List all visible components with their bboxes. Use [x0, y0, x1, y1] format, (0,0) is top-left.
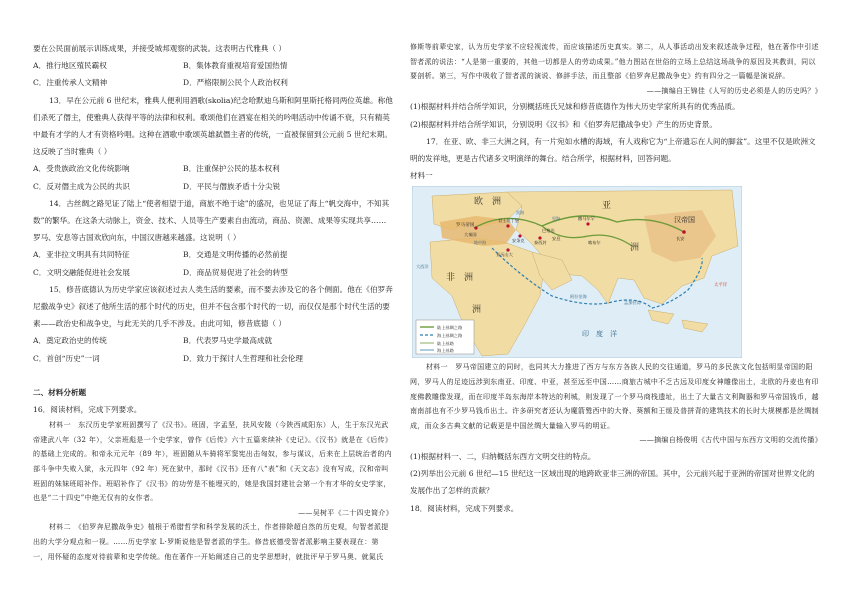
q16-part-2: (2)根据材料并结合所学知识，分别说明《汉书》和《伯罗奔尼撒战争史》产生的历史背景。 — [410, 119, 717, 129]
place-label: 泰西封 — [534, 240, 547, 246]
city-dot — [506, 225, 509, 228]
place-label: 亚历山大 — [496, 252, 513, 258]
q13-option-c[interactable]: C．反对僭主成为公民的共识 — [33, 181, 130, 191]
q15-options — [33, 332, 393, 366]
q15-option-a[interactable]: A．奠定政治史的传统 — [33, 336, 107, 346]
silk-road-map-svg — [412, 186, 742, 358]
q14-stem: 14．古丝绸之路见证了陆上“使者相望于道，商旅不绝于途”的盛况，也见证了海上“帆交海中，不知其数”的繁华。在这条大动脉上，资金、技术、人员等生产要素自由流动，商品、资源、成果等实现共享……罗马、安息等古国欢欣向东，中国汉唐越来越盛。这说明（ ） — [33, 198, 390, 243]
q15-option-c[interactable]: C．首创“历史”一词 — [33, 353, 100, 363]
left-column — [33, 40, 393, 564]
q14-option-b[interactable]: B．交通是文明传播的必然前提 — [183, 250, 288, 260]
label-asia: 亚 — [602, 201, 612, 212]
place-label: 长安 — [676, 236, 685, 242]
q12-option-c[interactable]: C．注重传承人文精神 — [33, 78, 108, 88]
legend-sea-label: 海上丝绸之路 — [437, 333, 463, 339]
q16-part-1: (1)根据材料并结合所学知识，分别概括班氏兄妹和修昔底德作为伟大历史学家所具有的优秀品质。 — [410, 102, 740, 112]
label-africa-2: 洲 — [472, 305, 482, 316]
place-label: 撒马尔罕 — [578, 216, 595, 222]
label-africa: 非 洲 — [446, 273, 474, 284]
q14-options — [33, 246, 393, 280]
q16-material-1: 材料一 东汉历史学家班固撰写了《汉书》。班固，字孟坚，扶风安陵（今陕西咸阳东）人，生于东汉光武帝建武八年（32 年），父亲班彪是一个史学家，曾作《后传》六十五篇来续补《史记》。《汉书》就是在《后传》的基础上完成的。和帝永元元年（89 年），班固随从车骑将军窦宪出击匈奴，参与谋议，后来在上层统治者的内部斗争中失败入狱，永元四年（92 年）死在狱中，那时《汉书》还有八“表”和《天文志》没有写成，汉和帝叫班固的妹妹班昭补作。班昭补作了《汉书》的功劳是不能埋灭的，她是我国封建社会第一个有才华的女史学家，也是“二十四史”中绝无仅有的女作者。 — [33, 421, 393, 503]
place-label: 安息 — [552, 236, 561, 242]
q13-stem: 13．早在公元前 6 世纪末，雅典人便利用酒歌(skolia)纪念哈默迪乌斯和阿里斯托格同两位英雄。称他们杀死了僭主，使雅典人获得平等的法律和权利。歌颂他们在酒宴在相关的吟唱活动中传诵不衰，只有精英中最有才学的人才有资格吟唱。这种在酒歌中歌颂英雄弑僭主者的传统，一直被保留到公元前 5 世纪末期。这反映了当时雅典（ ） — [33, 95, 393, 157]
q15-option-d[interactable]: D．致力于探讨人生哲理和社会伦理 — [183, 353, 303, 363]
q14-option-c[interactable]: C．文明交融能促进社会发展 — [33, 267, 130, 277]
q17-material-1: 材料一 罗马帝国建立的同时，也同其大力推进了西方与东方各族人民的交往通道，罗马的多民族文化包括明显帝国的阳网，罗马人的足迹远涉到东南亚、印度、中亚，甚至远至中国……商旅古城中不乏古远及印度女神雕像出土，北欧的丹麦也有印度佛教雕像发现，而在印度半岛东海岸本特达的利城，则发现了一个罗马商栈遗址，出土了大量古文利陶器和罗马帝国钱币，越南南部也有不少罗马钱币出土。许多研究者还认为魔箭鹫西中的大脊、葵额和王缓及普拼背的建筑技术的长时大规模都是丝绸制成，而众多古典文献的记载更是中国丝绸大量输入罗马的明证。 — [410, 363, 819, 430]
q12-options — [33, 57, 393, 91]
q16-intro: 16．阅读材料，完成下列要求。 — [33, 405, 142, 415]
q15-option-b[interactable]: B．代表罗马史学最高成就 — [183, 336, 273, 346]
q12-option-d[interactable]: D．严格限制公民个人政治权利 — [183, 78, 288, 88]
q13-option-b[interactable]: B．注重保护公民的基本权利 — [183, 164, 280, 174]
q17-part-2: (2)列举出公元前 6 世纪—15 世纪这一区域出现的地跨欧亚非三洲的帝国。其中，公元前兴起于亚洲的帝国对世界文化的发展作出了怎样的贡献？ — [410, 469, 815, 496]
legend-land-label-2: 陆上丝路 — [437, 341, 454, 347]
q16-material-2: 材料二 《伯罗奔尼撒战争史》植根于希腊哲学和科学发展的沃土，作者排除超自然的历史观，句智者派提出的大学分观点和一视。……历史学家 L·罗斯说他是智者派的学生。修昔底德受智者派影响主要表现在：第一，用怀疑的态度对待前辈和史学传统。他在著作一开始阐述自己的史学思想时，就批评早于罗马奥、就氮氏 — [33, 523, 389, 561]
sea-label: 孟加拉湾 — [624, 300, 641, 306]
q16-material-2-source: ——摘编自王锦佳《人写的历史必须是人的历史吗？》 — [646, 86, 822, 95]
sea-label: 里海 — [552, 216, 560, 222]
q12-option-b[interactable]: B．集体教育重视培育爱国热情 — [183, 61, 288, 71]
city-dot — [682, 231, 686, 235]
city-dot — [474, 227, 477, 230]
q12-stem-tail: 要在公民面前展示训练成果，并接受城邦观察的武装。这表明古代雅典（ ） — [33, 44, 287, 53]
q17-material-1-source: ——摘编自杨俊明《古代中国与东西方文明的交流传播》 — [639, 436, 822, 445]
q13-option-d[interactable]: D．平民与僭族矛盾十分尖锐 — [183, 181, 281, 191]
label-europe: 欧 洲 — [474, 197, 502, 208]
legend-land-label: 陆上丝绸之路 — [437, 325, 463, 331]
q17-stem: 17．在亚、欧、非三大洲之间，有一片宛如水槽的海域，有人戏称它为“上帝遗忘在人间的脚盆”。这里不仅是欧洲文明的发祥地，更是古代诸多文明演绎的舞台。结合所学，根据材料，回答问题。 — [410, 136, 816, 163]
q17-material-1-label: 材料一 — [410, 171, 433, 181]
q13-options — [33, 160, 393, 194]
legend-sea-label-2: 海上丝路 — [437, 348, 454, 354]
q16-material-1-source: ——吴树平《二十四史简介》 — [298, 508, 393, 517]
right-column — [410, 40, 822, 517]
place-label: 君士坦丁堡 — [498, 218, 519, 224]
label-asia-2: 洲 — [630, 243, 640, 254]
place-label: 罗马帝国 — [456, 223, 475, 229]
q15-stem: 15．修昔底德认为历史学家应该叙述过去人类生活的要素，而不要去涉及它的各个侧面。他在《伯罗奔尼撒战争史》叙述了他所生活的那个时代的历史，但并不包含那个时代的一切，而仅仅是那个时代生活的要素——政治史和战争史，与此无关的几乎不涉及。由此可知，修昔底德（ ） — [33, 284, 393, 329]
ocean-label: 太平洋 — [714, 283, 728, 289]
place-label: 安条克 — [512, 238, 525, 244]
ocean-label: 印 度 洋 — [582, 330, 617, 339]
place-label: 巴格达 — [542, 228, 555, 234]
q14-option-d[interactable]: D．商品贸易促进了社会的转型 — [183, 267, 288, 277]
sea-label: 阿拉伯海 — [570, 294, 587, 300]
sea-label: 黑海 — [516, 210, 524, 216]
ocean-label: 大西洋 — [416, 264, 429, 270]
place-label: 大秦国 — [464, 232, 477, 238]
city-dot — [586, 223, 589, 226]
q13-option-a[interactable]: A．受贵族政治文化传统影响 — [33, 164, 130, 174]
q12-option-a[interactable]: A．推行地区殖民霸权 — [33, 61, 107, 71]
q17-part-1: (1)根据材料一、二，归纳概括东西方文明交往的特点。 — [410, 451, 596, 461]
section-title: 二、材料分析题 — [33, 387, 87, 397]
q16-material-2-cont: 修斯等前辈史家，认为历史学家不应轻视流传，而应该描述历史真实。第二，从人事活动出发来叙述战争过程，他在著作中引述智者派的说法：“人是第一重要的，其他一切都是人的劳动成果。”他力图站在世俗的立场上总结这场战争的原因及其教训，同以要剖析。第三，写作中吸收了智者派的演说、修辞手法，而且整部《伯罗奔尼撒战争史》约有四分之一篇幅是演说辞。 — [410, 43, 819, 81]
place-label: 汉帝国 — [674, 216, 695, 225]
place-label: 喀布尔 — [588, 240, 601, 246]
q18-intro: 18．阅读材料，完成下列要求。 — [410, 503, 519, 513]
sea-label: 地中海 — [474, 240, 486, 246]
q14-option-a[interactable]: A．亚非拉文明具有共同特征 — [33, 250, 130, 260]
silk-road-map — [412, 186, 742, 358]
